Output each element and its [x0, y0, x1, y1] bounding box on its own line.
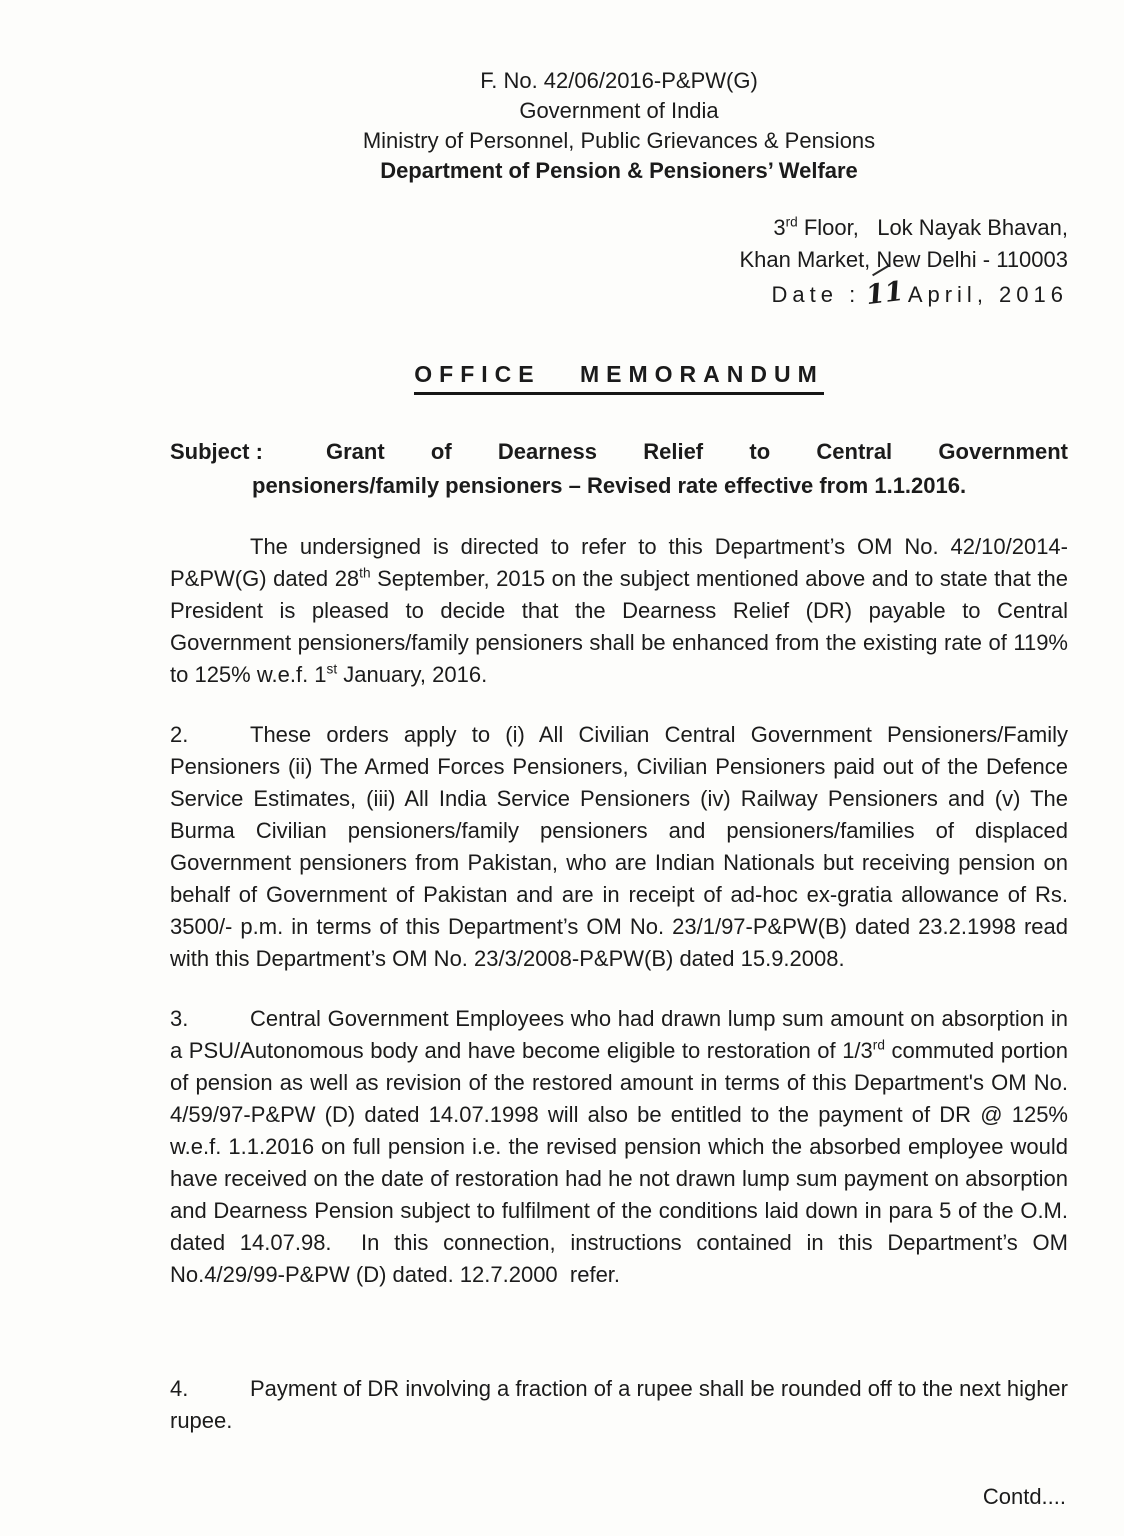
paragraph-text: Payment of DR involving a fraction of a rupee shall be rounded off to the next higher rupee.: [170, 1376, 1068, 1433]
paragraph-number: 3.: [170, 1006, 189, 1031]
superscript: th: [359, 565, 371, 581]
subject-line-1: Grant of Dearness Relief to Central Government: [326, 439, 1068, 464]
floor-number: 3: [773, 215, 786, 240]
paragraph-text: The undersigned is directed to refer to this Department’s OM No. 42/10/2014-P&PW(G) dated 28: [170, 534, 1068, 591]
floor-ordinal-superscript: rd: [785, 214, 798, 230]
paragraph-text: These orders apply to (i) All Civilian Central Government Pensioners/Family Pensioners (ii) The Armed Forces Pensioners, Civilian Pensioners paid out of the Defence Service Estimates, (iii) All India Service Pensioners (iv) Railway Pensioners and (v) The Burma Civilian pensioners/family pensioners and pensioners/families of displaced Government pensioners from Pakistan, who are Indian Nationals but receiving pension on behalf of Government of Pakistan and are in receipt of ad-hoc ex-gratia allowance of Rs. 3500/- p.m. in terms of this Department’s OM No. 23/1/97-P&PW(B) dated 23.2.1998 read with this Department’s OM No. 23/3/2008-P&PW(B) dated 15.9.2008.: [170, 722, 1068, 971]
footer-contd: Contd....: [982, 1484, 1066, 1509]
date-label: Date :: [771, 282, 861, 307]
subject-block: [170, 435, 1068, 503]
paragraph-number: 2.: [170, 722, 189, 747]
para-3: [170, 1003, 1068, 1291]
file-number: F. No. 42/06/2016-P&PW(G): [480, 68, 758, 93]
letter-header: [170, 66, 1068, 186]
ministry-line: Ministry of Personnel, Public Grievances & Pensions: [362, 128, 876, 153]
superscript: st: [326, 661, 338, 677]
date-month: April, 2016: [907, 282, 1068, 307]
para-4: [170, 1373, 1068, 1437]
govt-line: Government of India: [519, 98, 719, 123]
paragraph-text: Central Government Employees who had drawn lump sum amount on absorption in a PSU/Autonomous body and have become eligible to restoration of 1/3: [170, 1006, 1068, 1063]
floor-rest: Floor, Lok Nayak Bhavan,: [797, 215, 1068, 240]
paragraph-number: 4.: [170, 1376, 189, 1401]
para-1: [170, 531, 1068, 691]
paragraph-text: January, 2016.: [337, 662, 488, 687]
memo-title-text: OFFICE MEMORANDUM: [414, 361, 823, 395]
subject-line-2: pensioners/family pensioners – Revised rate effective from 1.1.2016.: [252, 473, 967, 498]
subject-label: Subject :: [170, 439, 263, 464]
superscript: rd: [872, 1037, 885, 1053]
date-day-handwritten: 11: [864, 275, 906, 312]
department-line: Department of Pension & Pensioners’ Welfare: [380, 158, 858, 183]
date-line: [170, 275, 1068, 312]
paragraph-text: September, 2015 on the subject mentioned above and to state that the President is pleased to decide that the Dearness Relief (DR) payable to Central Government pensioners/family pensioners shall be enhanced from the existing rate of 119% to 125% w.e.f. 1: [170, 566, 1068, 687]
document-body: [170, 531, 1068, 1437]
memo-title: [170, 361, 1068, 395]
para-2: [170, 719, 1068, 975]
paragraph-text: commuted portion of pension as well as revision of the restored amount in terms of this Department's OM No. 4/59/97-P&PW (D) dated 14.07.1998 will also be entitled to the payment of DR @ 125% w.e.f. 1.1.2016 on full pension i.e. the revised pension which the absorbed employee would have received on the date of restoration had he not drawn lump sum payment on absorption and Dearness Pension subject to fulfilment of the conditions laid down in para 5 of the O.M. dated 14.07.98. In this connection, instructions contained in this Department’s OM No.4/29/99-P&PW (D) dated. 12.7.2000 refer.: [170, 1038, 1068, 1287]
address-city-line: Khan Market, New Delhi - 110003: [739, 247, 1068, 272]
address-block: [170, 212, 1068, 311]
address-floor-line: [170, 212, 1068, 244]
